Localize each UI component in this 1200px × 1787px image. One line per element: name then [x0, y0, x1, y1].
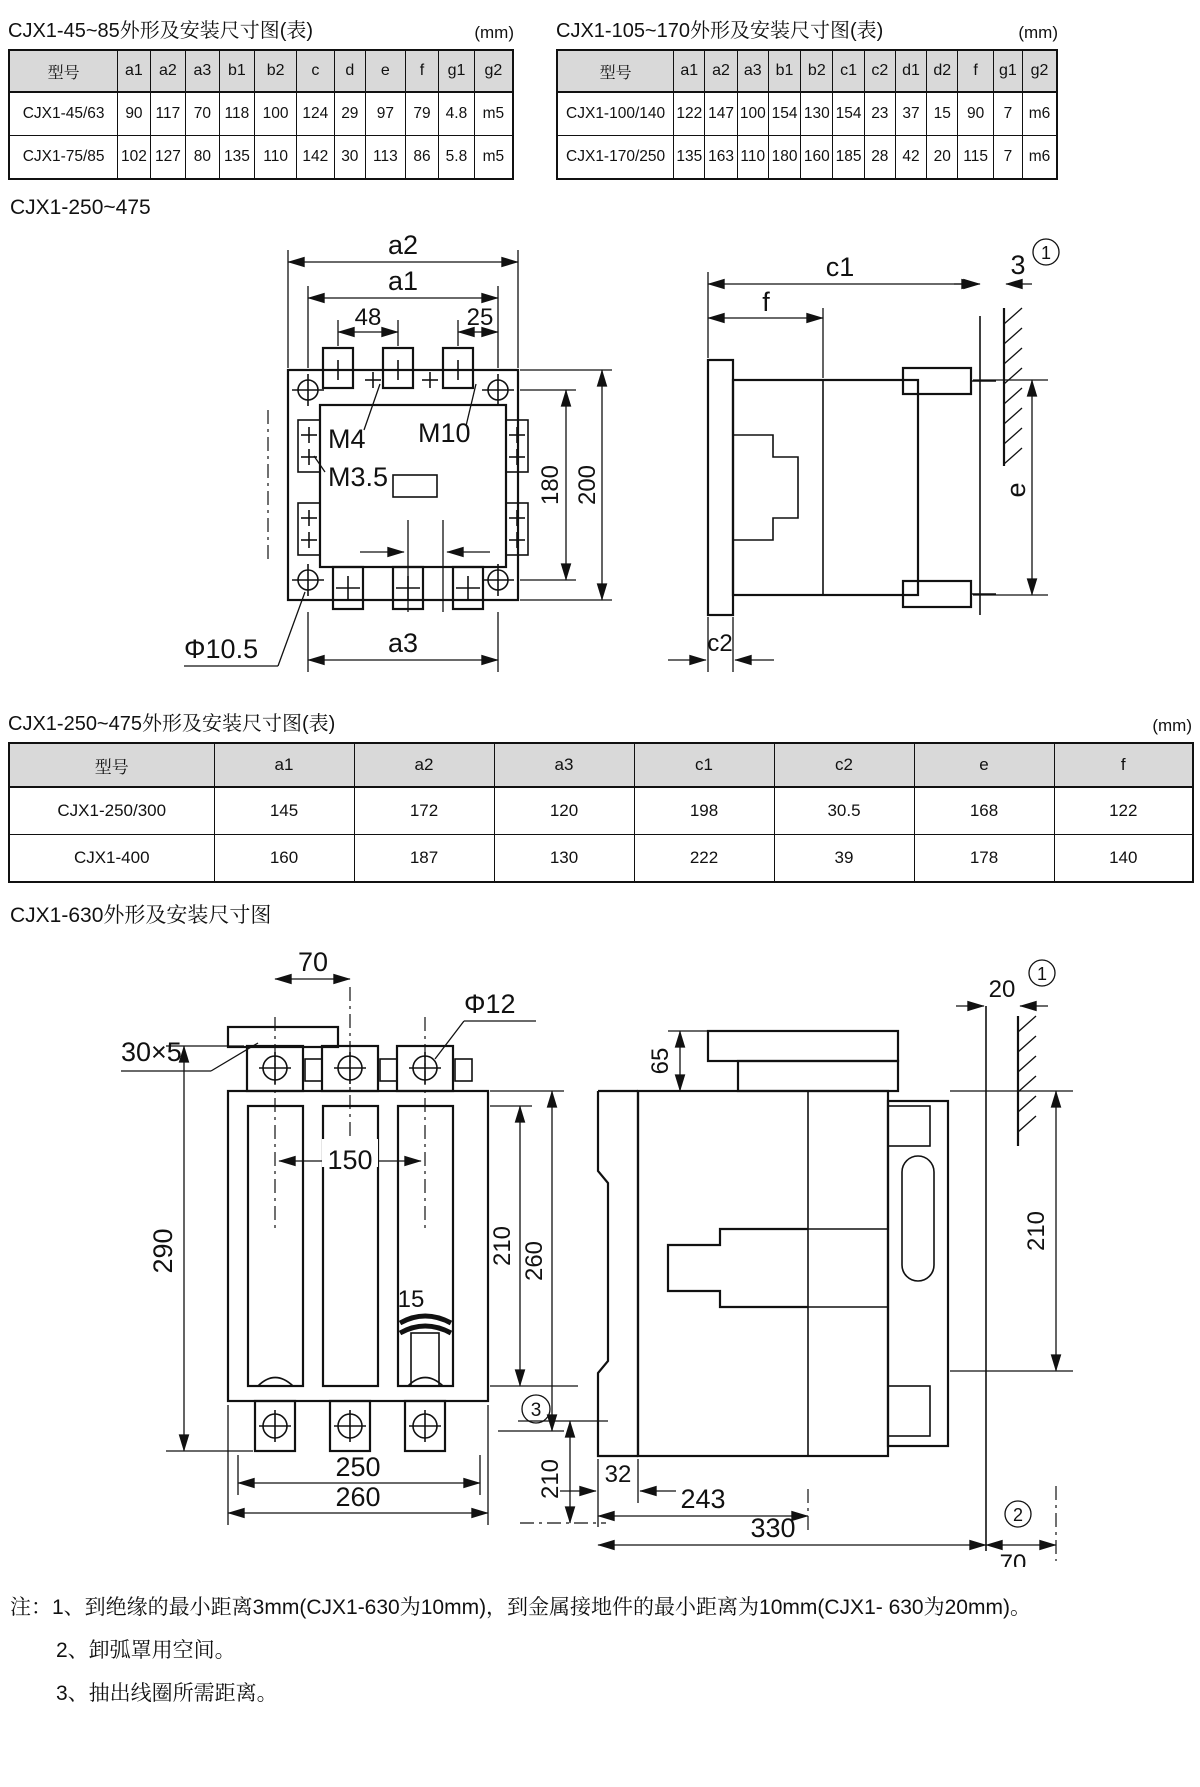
cell: 127 [150, 136, 186, 180]
col-header: a2 [150, 50, 186, 92]
dim-label-70-bot: 70 [999, 1550, 1027, 1567]
dim-label-243: 243 [680, 1484, 726, 1514]
table-title-250-475: CJX1-250~475外形及安装尺寸图(表) [8, 713, 336, 735]
table-header-row [9, 743, 1193, 787]
cell: 187 [354, 835, 494, 883]
cell: 39 [774, 835, 914, 883]
callout-2-label: 2 [1012, 1505, 1024, 1525]
dim-label-180: 180 [537, 464, 564, 506]
dim-label-a1: a1 [387, 266, 419, 296]
dim-label-250: 250 [335, 1452, 381, 1482]
cell: 117 [150, 92, 186, 136]
cell: 113 [366, 136, 406, 180]
dim-label-c1: c1 [825, 252, 855, 282]
cell: 110 [737, 136, 768, 180]
cell: 7 [993, 136, 1022, 180]
dim-label-32: 32 [604, 1461, 632, 1488]
col-header: a3 [186, 50, 219, 92]
dim-label-3: 3 [1010, 250, 1026, 280]
table-row [9, 136, 513, 180]
note-item: 2、卸弧罩用空间。 [56, 1639, 236, 1663]
col-header: d2 [927, 50, 958, 92]
table-title-45-85: CJX1-45~85外形及安装尺寸图(表) [8, 20, 314, 42]
cell: 147 [705, 92, 737, 136]
cell: 130 [494, 835, 634, 883]
cell-model: CJX1-400 [9, 835, 214, 883]
dim-label-phi12: Φ12 [464, 989, 516, 1019]
cell: 80 [186, 136, 219, 180]
col-header: 型号 [9, 743, 214, 787]
cell: 115 [958, 136, 993, 180]
dim-label-e: e [1001, 482, 1031, 498]
dim-label-m10: M10 [418, 418, 471, 448]
cell: 102 [118, 136, 150, 180]
dimension-table-45-85 [8, 49, 514, 180]
cell: 90 [958, 92, 993, 136]
dim-label-30x5: 30×5 [121, 1037, 182, 1067]
side-view-630 [598, 1006, 1036, 1551]
col-header: b1 [768, 50, 800, 92]
cell: 178 [914, 835, 1054, 883]
note-item: 1、到绝缘的最小距离3mm(CJX1-630为10mm)，到金属接地件的最小距离为10mm(CJX1- 630为20mm)。 [52, 1596, 1031, 1619]
cell-model: CJX1-100/140 [557, 92, 674, 136]
cell: 110 [255, 136, 297, 180]
col-header: d [334, 50, 365, 92]
col-header: e [914, 743, 1054, 787]
col-header: a3 [494, 743, 634, 787]
cell: 160 [214, 835, 354, 883]
col-header: c2 [864, 50, 895, 92]
cell: 198 [634, 787, 774, 835]
drawing-250-475 [168, 220, 1200, 703]
table-header-row [9, 50, 513, 92]
cell: m5 [474, 136, 513, 180]
table-block-105-170 [556, 14, 1058, 180]
col-header: 型号 [557, 50, 674, 92]
cell: 7 [993, 92, 1022, 136]
dim-label-c2: c2 [707, 630, 733, 657]
cell: 122 [674, 92, 705, 136]
unit-label-105-170: (mm) [1018, 23, 1058, 42]
note-line-2 [10, 1629, 1200, 1672]
dim-label-25: 25 [466, 304, 494, 331]
cell-model: CJX1-75/85 [9, 136, 118, 180]
section-title-250-475: CJX1-250~475 [10, 196, 151, 219]
cell: 23 [864, 92, 895, 136]
dimension-table-105-170 [556, 49, 1058, 180]
cell: 163 [705, 136, 737, 180]
dim-label-a2: a2 [387, 230, 419, 260]
note-item: 3、抽出线圈所需距离。 [56, 1682, 278, 1706]
cell: 222 [634, 835, 774, 883]
col-header: c1 [833, 50, 864, 92]
cell: 168 [914, 787, 1054, 835]
cell: 120 [494, 787, 634, 835]
col-header: g2 [474, 50, 513, 92]
side-view-dims-250-475 [668, 239, 1059, 672]
col-header: d1 [895, 50, 926, 92]
dimension-table-250-475 [8, 742, 1194, 883]
callout-3-label: 3 [530, 1400, 542, 1421]
dim-label-330: 330 [750, 1513, 796, 1543]
dim-label-150: 150 [327, 1145, 373, 1175]
dim-label-65: 65 [647, 1047, 674, 1075]
cell: 20 [927, 136, 958, 180]
cell: 130 [801, 92, 833, 136]
callout-1-label-630: 1 [1036, 964, 1048, 984]
front-view-630 [228, 987, 488, 1451]
table-header-row [557, 50, 1057, 92]
section-title-630: CJX1-630外形及安装尺寸图 [10, 904, 272, 927]
unit-label-250-475: (mm) [1152, 716, 1192, 735]
cell: 160 [801, 136, 833, 180]
dim-label-m4: M4 [328, 424, 366, 454]
col-header: a2 [354, 743, 494, 787]
cell-model: CJX1-45/63 [9, 92, 118, 136]
dim-label-210-mid: 210 [489, 1225, 516, 1267]
cell: 154 [833, 92, 864, 136]
cell: 86 [405, 136, 438, 180]
dim-label-210-right: 210 [1023, 1210, 1050, 1252]
col-header: g2 [1022, 50, 1057, 92]
dim-label-15: 15 [397, 1286, 425, 1313]
cell: 70 [186, 92, 219, 136]
table-block-45-85 [8, 14, 514, 180]
cell: m6 [1022, 92, 1057, 136]
col-header: a3 [737, 50, 768, 92]
col-header: a2 [705, 50, 737, 92]
cell-model: CJX1-170/250 [557, 136, 674, 180]
note-line-1 [10, 1586, 1200, 1629]
callout-1-label: 1 [1040, 243, 1052, 263]
cell: 180 [768, 136, 800, 180]
cell: 140 [1054, 835, 1193, 883]
col-header: c [297, 50, 335, 92]
col-header: f [1054, 743, 1193, 787]
col-header: e [366, 50, 406, 92]
cell: 30.5 [774, 787, 914, 835]
dim-label-200: 200 [574, 464, 601, 506]
cell: 15 [927, 92, 958, 136]
dim-label-290: 290 [148, 1228, 178, 1274]
col-header: f [958, 50, 993, 92]
cell-model: CJX1-250/300 [9, 787, 214, 835]
top-tables-row [0, 6, 1200, 180]
front-view-250-475 [268, 348, 528, 612]
cell: 118 [219, 92, 255, 136]
table-title-105-170: CJX1-105~170外形及安装尺寸图(表) [556, 20, 884, 42]
cell: 90 [118, 92, 150, 136]
cell: 142 [297, 136, 335, 180]
cell: 4.8 [439, 92, 475, 136]
dim-label-20: 20 [988, 976, 1016, 1003]
note-line-3 [10, 1672, 1200, 1715]
drawing-250-475-svg [168, 220, 1148, 698]
col-header: b1 [219, 50, 255, 92]
cell: 37 [895, 92, 926, 136]
col-header: c2 [774, 743, 914, 787]
cell: 124 [297, 92, 335, 136]
col-header: a1 [118, 50, 150, 92]
side-view-250-475 [708, 308, 1022, 615]
col-header: f [405, 50, 438, 92]
drawing-630 [108, 931, 1200, 1572]
cell: m5 [474, 92, 513, 136]
dim-label-f: f [762, 287, 770, 317]
table-row [9, 835, 1193, 883]
col-header: 型号 [9, 50, 118, 92]
dim-label-phi10-5: Φ10.5 [184, 634, 259, 664]
cell: 100 [737, 92, 768, 136]
cell: 42 [895, 136, 926, 180]
unit-label-45-85: (mm) [474, 23, 514, 42]
cell: 79 [405, 92, 438, 136]
cell: 154 [768, 92, 800, 136]
col-header: g1 [993, 50, 1022, 92]
cell: 97 [366, 92, 406, 136]
note-prefix: 注： [10, 1596, 52, 1619]
cell: 172 [354, 787, 494, 835]
dim-label-m35: M3.5 [328, 462, 389, 492]
cell: 145 [214, 787, 354, 835]
drawing-630-svg [108, 931, 1168, 1567]
cell: m6 [1022, 136, 1057, 180]
table-row [557, 92, 1057, 136]
table-row [9, 787, 1193, 835]
cell: 135 [674, 136, 705, 180]
cell: 135 [219, 136, 255, 180]
col-header: g1 [439, 50, 475, 92]
front-view-dims-250-475 [184, 230, 612, 672]
cell: 29 [334, 92, 365, 136]
table-row [9, 92, 513, 136]
dim-label-a3: a3 [387, 628, 419, 658]
cell: 30 [334, 136, 365, 180]
dim-label-48: 48 [354, 304, 382, 331]
dim-label-260-mid: 260 [521, 1240, 548, 1282]
col-header: c1 [634, 743, 774, 787]
cell: 100 [255, 92, 297, 136]
cell: 122 [1054, 787, 1193, 835]
col-header: b2 [801, 50, 833, 92]
table-block-250-475 [0, 703, 1200, 883]
table-row [557, 136, 1057, 180]
notes-section [10, 1586, 1200, 1715]
col-header: b2 [255, 50, 297, 92]
dim-label-260-bot: 260 [335, 1482, 381, 1512]
col-header: a1 [214, 743, 354, 787]
cell: 28 [864, 136, 895, 180]
front-view-dims-630 [121, 947, 608, 1525]
cell: 5.8 [439, 136, 475, 180]
dim-label-70-top: 70 [297, 947, 329, 977]
col-header: a1 [674, 50, 705, 92]
dim-label-210-down: 210 [537, 1458, 564, 1500]
cell: 185 [833, 136, 864, 180]
